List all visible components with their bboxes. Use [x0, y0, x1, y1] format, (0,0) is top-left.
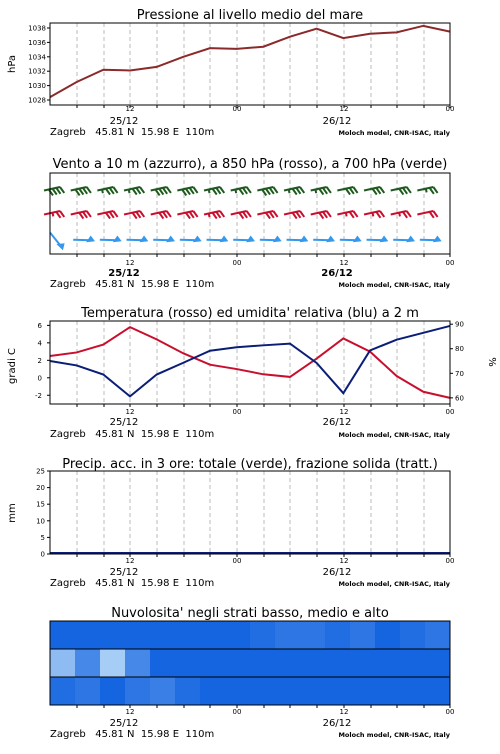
pressure-chart-ytick-label: 1036: [28, 38, 46, 47]
wind-barb-850hpa: [337, 211, 357, 218]
wind-barb-feather: [407, 187, 411, 193]
temperature-chart-ytick-right-label: 60: [455, 394, 464, 403]
wind-barb-feather: [346, 189, 350, 195]
cloud-chart-date-label: 26/12: [322, 718, 352, 729]
wind-barb-850hpa: [44, 211, 64, 218]
wind-barb-850hpa: [97, 211, 117, 219]
wind-barb-feather: [186, 189, 190, 195]
wind-barb-700hpa: [177, 187, 197, 195]
wind-barb-feather: [292, 213, 296, 219]
wind-barb-feather: [132, 189, 136, 195]
wind-barb-feather: [327, 187, 331, 193]
temperature-chart-ylabel-right: %: [486, 357, 497, 367]
wind-barb-feather: [319, 189, 323, 195]
cloud-cell-alto: [300, 621, 326, 649]
wind-arrow-10m: [367, 230, 390, 247]
temperature-chart-tick-label: 12: [125, 408, 135, 416]
cloud-cell-basso: [250, 677, 276, 705]
cloud-chart-tick-label: 00: [232, 708, 242, 716]
wind-barb-feather: [193, 211, 197, 217]
cloud-cell-basso: [200, 677, 226, 705]
wind-barb-700hpa: [391, 187, 411, 195]
cloud-cell-basso: [350, 677, 376, 705]
cloud-cell-medio: [350, 649, 376, 677]
wind-barb-feather: [430, 188, 434, 194]
wind-barb-feather: [273, 211, 277, 217]
wind-barb-feather: [216, 212, 220, 218]
cloud-cell-medio: [200, 649, 226, 677]
wind-barb-850hpa: [204, 211, 224, 219]
pressure-chart-ytick-label: 1030: [28, 82, 46, 91]
pressure-chart-frame: [50, 23, 450, 105]
cloud-cell-medio: [125, 649, 151, 677]
cloud-chart-tick-label: 12: [125, 708, 135, 716]
wind-barb-feather: [83, 188, 87, 194]
pressure-chart-tick-label: 00: [232, 105, 242, 113]
wind-barb-feather: [399, 189, 403, 195]
wind-barb-feather: [430, 212, 434, 218]
wind-barb-feather: [247, 187, 251, 193]
wind-barb-700hpa: [44, 187, 64, 195]
precipitation-chart-tick-label: 00: [232, 557, 242, 565]
temperature-chart-date-label: 25/12: [109, 417, 139, 428]
wind-barb-700hpa: [231, 187, 251, 195]
wind-barb-feather: [49, 189, 53, 195]
wind-barb-half-feather: [346, 213, 347, 217]
cloud-cell-alto: [350, 621, 376, 649]
precipitation-chart-tick-label: 12: [125, 557, 135, 565]
wind-barb-feather: [79, 189, 83, 195]
wind-chart-tick-label: 00: [232, 259, 242, 267]
precipitation-chart-location-label: Zagreb 45.81 N 15.98 E 110m: [50, 578, 215, 589]
wind-barb-850hpa: [124, 211, 144, 219]
wind-barb-feather: [60, 187, 64, 193]
cloud-chart-title: Nuvolosita' negli strati basso, medio e alto: [111, 606, 389, 621]
pressure-chart-tick-label: 00: [445, 105, 455, 113]
cloud-cell-medio: [225, 649, 251, 677]
wind-barb-850hpa: [151, 211, 171, 219]
wind-barb-700hpa: [124, 187, 144, 195]
wind-barb-700hpa: [337, 187, 357, 195]
wind-arrow-10m: [260, 230, 283, 247]
wind-barb-850hpa: [284, 211, 304, 219]
wind-barb-feather: [243, 188, 247, 194]
wind-barb-feather: [190, 212, 194, 218]
cloud-cell-basso: [125, 677, 151, 705]
wind-barb-700hpa: [204, 187, 224, 195]
cloud-cell-medio: [150, 649, 176, 677]
wind-barb-feather: [186, 213, 190, 219]
cloud-cell-alto: [275, 621, 301, 649]
temperature-chart-credit-label: Moloch model, CNR-ISAC, Italy: [338, 431, 450, 439]
precipitation-chart-tick-label: 12: [339, 557, 349, 565]
pressure-chart-ytick-label: 1038: [28, 24, 46, 33]
cloud-chart-date-label: 25/12: [109, 718, 139, 729]
wind-arrow-10m: [50, 229, 67, 252]
wind-barb-feather: [353, 211, 357, 217]
wind-barb-feather: [190, 188, 194, 194]
pressure-chart-tick-label: 12: [125, 105, 135, 113]
wind-barb-feather: [433, 187, 437, 193]
temperature-chart-ytick-label: 4: [37, 339, 42, 348]
wind-barb-half-feather: [209, 213, 210, 217]
wind-chart-date-label: 26/12: [321, 268, 353, 279]
cloud-cell-alto: [425, 621, 451, 649]
wind-barb-feather: [239, 213, 243, 219]
wind-barb-feather: [220, 211, 224, 217]
cloud-cell-medio: [400, 649, 426, 677]
cloud-cell-alto: [50, 621, 76, 649]
wind-chart-tick-label: 12: [125, 259, 135, 267]
temperature-chart-frame: [50, 321, 450, 404]
wind-barb-feather: [212, 213, 216, 219]
pressure-chart-credit-label: Moloch model, CNR-ISAC, Italy: [338, 129, 450, 137]
wind-barb-half-feather: [426, 189, 427, 193]
wind-chart-location-label: Zagreb 45.81 N 15.98 E 110m: [50, 279, 215, 290]
wind-barb-feather: [212, 189, 216, 195]
wind-barb-feather: [380, 211, 384, 217]
cloud-cell-alto: [175, 621, 201, 649]
wind-barb-feather: [247, 211, 251, 217]
precipitation-chart-date-label: 25/12: [109, 567, 139, 578]
wind-barb-feather: [323, 188, 327, 194]
wind-barb-half-feather: [315, 189, 316, 193]
cloud-cell-alto: [125, 621, 151, 649]
wind-barb-feather: [380, 187, 384, 193]
temperature-chart-tick-label: 12: [339, 408, 349, 416]
cloud-cell-basso: [275, 677, 301, 705]
wind-barb-850hpa: [417, 211, 437, 218]
cloud-cell-alto: [150, 621, 176, 649]
wind-chart-tick-label: 00: [445, 259, 455, 267]
wind-barb-feather: [319, 213, 323, 219]
cloud-cell-medio: [75, 649, 101, 677]
wind-barb-feather: [216, 188, 220, 194]
wind-chart-date-label: 25/12: [108, 268, 140, 279]
wind-barb-850hpa: [257, 211, 277, 219]
wind-barb-feather: [56, 188, 60, 194]
cloud-cell-basso: [50, 677, 76, 705]
wind-barb-feather: [79, 213, 83, 219]
cloud-cell-medio: [425, 649, 451, 677]
temperature-chart-ylabel: gradi C: [7, 348, 18, 384]
wind-barb-700hpa: [311, 187, 331, 195]
wind-chart-title: Vento a 10 m (azzurro), a 850 hPa (rosso), a 700 hPa (verde): [52, 157, 448, 172]
wind-barb-feather: [350, 188, 354, 194]
pressure-chart-ytick-label: 1032: [28, 67, 46, 76]
wind-barb-feather: [60, 211, 64, 217]
cloud-cell-basso: [375, 677, 401, 705]
precipitation-chart-ytick-label: 0: [40, 550, 45, 559]
temperature-chart-ytick-label: 2: [37, 356, 42, 365]
cloud-cell-alto: [225, 621, 251, 649]
wind-barb-feather: [403, 212, 407, 218]
precipitation-chart-tick-label: 00: [445, 557, 455, 565]
temperature-chart-temperature-line: [50, 327, 450, 398]
wind-barb-feather: [140, 211, 144, 217]
wind-barb-feather: [167, 187, 171, 193]
wind-barb-feather: [270, 188, 274, 194]
cloud-cell-basso: [225, 677, 251, 705]
precipitation-chart-ytick-label: 10: [36, 517, 45, 526]
cloud-cell-basso: [150, 677, 176, 705]
wind-barb-850hpa: [71, 211, 91, 219]
temperature-chart-ytick-right-label: 70: [455, 369, 464, 378]
wind-barb-850hpa: [231, 211, 251, 219]
wind-barb-feather: [403, 188, 407, 194]
precipitation-chart-frame: [50, 471, 450, 554]
wind-barb-700hpa: [257, 187, 277, 195]
cloud-cell-basso: [425, 677, 451, 705]
wind-barb-700hpa: [97, 187, 117, 195]
temperature-chart-location-label: Zagreb 45.81 N 15.98 E 110m: [50, 429, 215, 440]
cloud-cell-basso: [325, 677, 351, 705]
cloud-cell-basso: [100, 677, 126, 705]
pressure-chart-title: Pressione al livello medio del mare: [136, 8, 364, 23]
wind-barb-700hpa: [364, 187, 384, 195]
wind-barb-feather: [270, 212, 274, 218]
wind-barb-half-feather: [289, 189, 290, 193]
wind-barb-feather: [155, 189, 159, 195]
wind-barb-feather: [266, 213, 270, 219]
cloud-cell-alto: [400, 621, 426, 649]
wind-barb-feather: [113, 187, 117, 193]
wind-barb-feather: [300, 211, 304, 217]
wind-barb-half-feather: [372, 213, 373, 217]
wind-barb-feather: [376, 188, 380, 194]
wind-barb-feather: [167, 211, 171, 217]
wind-barb-700hpa: [284, 187, 304, 195]
pressure-chart-location-label: Zagreb 45.81 N 15.98 E 110m: [50, 127, 215, 138]
wind-barb-feather: [52, 189, 56, 195]
wind-barb-feather: [292, 189, 296, 195]
cloud-chart-tick-label: 12: [339, 708, 349, 716]
wind-barb-feather: [266, 189, 270, 195]
wind-chart-tick-label: 12: [339, 259, 349, 267]
wind-barb-feather: [83, 212, 87, 218]
temperature-chart-ytick-right-label: 90: [455, 320, 464, 329]
wind-barb-feather: [327, 211, 331, 217]
wind-barb-feather: [159, 189, 163, 195]
wind-barb-850hpa: [391, 211, 411, 218]
temperature-chart-ytick-label: 6: [37, 321, 42, 330]
temperature-chart-ytick-right-label: 80: [455, 345, 464, 354]
wind-barb-feather: [323, 212, 327, 218]
wind-barb-feather: [132, 213, 136, 219]
cloud-cell-medio: [100, 649, 126, 677]
precipitation-chart-ytick-label: 15: [36, 500, 45, 509]
precipitation-chart-ylabel: mm: [7, 503, 18, 523]
cloud-cell-alto: [375, 621, 401, 649]
wind-barb-850hpa: [311, 211, 331, 219]
temperature-chart-tick-label: 00: [232, 408, 242, 416]
wind-arrow-10m: [340, 230, 363, 247]
wind-barb-feather: [56, 212, 60, 218]
wind-barb-feather: [372, 189, 376, 195]
cloud-cell-basso: [175, 677, 201, 705]
wind-barb-feather: [106, 189, 110, 195]
wind-arrow-10m: [180, 230, 203, 247]
wind-barb-feather: [193, 187, 197, 193]
wind-barb-half-feather: [102, 189, 103, 193]
wind-barb-feather: [75, 189, 79, 195]
cloud-cell-alto: [100, 621, 126, 649]
wind-barb-feather: [87, 211, 91, 217]
wind-barb-feather: [106, 213, 110, 219]
precipitation-chart-ytick-label: 5: [40, 533, 45, 542]
wind-barb-feather: [163, 212, 167, 218]
wind-barb-feather: [87, 187, 91, 193]
temperature-chart-ytick-label: -2: [35, 391, 42, 400]
cloud-cell-alto: [200, 621, 226, 649]
wind-barb-feather: [140, 187, 144, 193]
temperature-chart-ytick-label: 0: [37, 374, 42, 383]
wind-barb-feather: [110, 188, 114, 194]
cloud-cell-medio: [325, 649, 351, 677]
wind-barb-700hpa: [151, 187, 171, 195]
precipitation-chart-credit-label: Moloch model, CNR-ISAC, Italy: [338, 580, 450, 588]
temperature-chart-tick-label: 00: [445, 408, 455, 416]
temperature-chart-date-label: 26/12: [322, 417, 352, 428]
precipitation-chart-ytick-label: 25: [36, 467, 45, 476]
cloud-chart-tick-label: 00: [445, 708, 455, 716]
pressure-chart-date-label: 26/12: [322, 116, 352, 127]
wind-barb-feather: [220, 187, 224, 193]
wind-barb-feather: [296, 188, 300, 194]
wind-barb-feather: [300, 187, 304, 193]
cloud-cell-alto: [75, 621, 101, 649]
wind-barb-850hpa: [364, 211, 384, 218]
wind-barb-half-feather: [399, 213, 400, 217]
wind-barb-feather: [159, 213, 163, 219]
cloud-cell-medio: [50, 649, 76, 677]
cloud-cell-basso: [75, 677, 101, 705]
wind-barb-feather: [376, 212, 380, 218]
wind-barb-850hpa: [177, 211, 197, 219]
cloud-chart-credit-label: Moloch model, CNR-ISAC, Italy: [338, 731, 450, 739]
cloud-cell-basso: [300, 677, 326, 705]
wind-barb-feather: [136, 188, 140, 194]
temperature-chart-title: Temperatura (rosso) ed umidita' relativa (blu) a 2 m: [81, 306, 419, 321]
precipitation-chart-ytick-label: 20: [36, 484, 45, 493]
precipitation-chart-date-label: 26/12: [322, 567, 352, 578]
wind-arrow-10m: [420, 230, 443, 247]
wind-barb-feather: [110, 212, 114, 218]
pressure-chart-ytick-label: 1028: [28, 96, 46, 105]
wind-barb-feather: [243, 212, 247, 218]
cloud-cell-medio: [250, 649, 276, 677]
wind-barb-feather: [136, 212, 140, 218]
pressure-chart-ylabel: hPa: [7, 54, 18, 74]
wind-barb-feather: [296, 212, 300, 218]
wind-barb-feather: [273, 187, 277, 193]
cloud-cell-medio: [275, 649, 301, 677]
wind-chart-credit-label: Moloch model, CNR-ISAC, Italy: [338, 281, 450, 289]
cloud-chart-location-label: Zagreb 45.81 N 15.98 E 110m: [50, 729, 215, 740]
cloud-cell-alto: [325, 621, 351, 649]
pressure-chart-date-label: 25/12: [109, 116, 139, 127]
cloud-cell-medio: [300, 649, 326, 677]
cloud-cell-medio: [375, 649, 401, 677]
wind-barb-half-feather: [52, 213, 53, 217]
cloud-cell-basso: [400, 677, 426, 705]
pressure-chart-ytick-label: 1034: [28, 53, 46, 62]
cloud-cell-medio: [175, 649, 201, 677]
wind-barb-feather: [239, 189, 243, 195]
wind-barb-feather: [353, 187, 357, 193]
wind-barb-feather: [113, 211, 117, 217]
temperature-chart-humidity-line: [50, 326, 450, 396]
wind-arrow-10m: [100, 230, 123, 247]
wind-barb-half-feather: [235, 189, 236, 193]
wind-barb-feather: [433, 211, 437, 217]
wind-barb-700hpa: [71, 187, 91, 195]
pressure-chart-tick-label: 12: [339, 105, 349, 113]
wind-barb-feather: [407, 211, 411, 217]
wind-barb-700hpa: [417, 187, 437, 194]
cloud-cell-alto: [250, 621, 276, 649]
pressure-chart-series-line: [50, 26, 450, 97]
wind-barb-half-feather: [129, 189, 130, 193]
wind-barb-feather: [163, 188, 167, 194]
wind-barb-half-feather: [209, 189, 210, 193]
precipitation-chart-title: Precip. acc. in 3 ore: totale (verde), frazione solida (tratt.): [62, 457, 438, 472]
wind-barb-feather: [350, 212, 354, 218]
